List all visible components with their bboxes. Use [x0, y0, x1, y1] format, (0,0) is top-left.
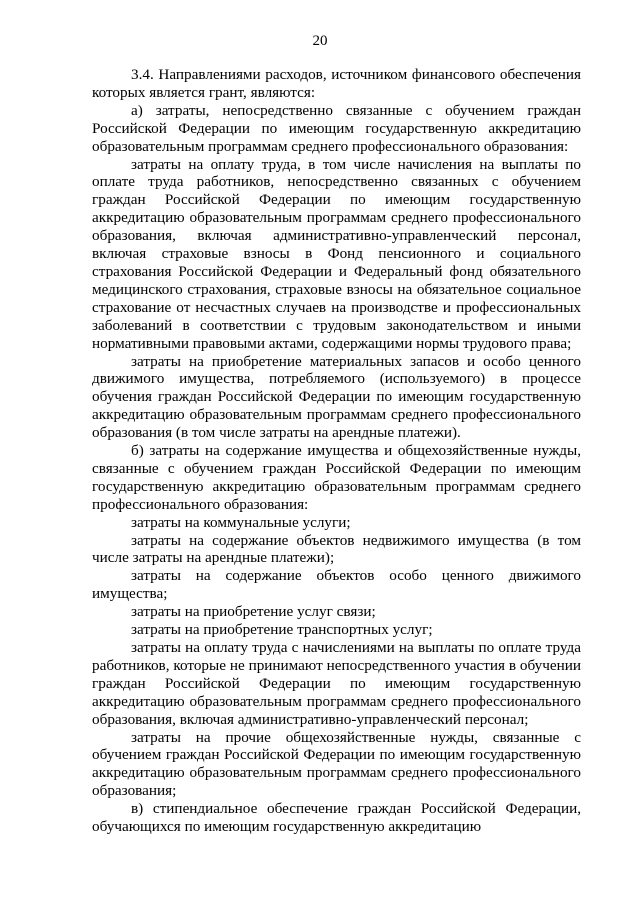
paragraph-other-needs: затраты на прочие общехозяйственные нужды, связанные с обучением граждан Российской Федерации по имеющим государственную аккредитацию образовательным программам среднего профессионального образования;	[92, 728, 581, 800]
paragraph-communication: затраты на приобретение услуг связи;	[131, 603, 376, 621]
paragraph-indirect-labor: затраты на оплату труда с начислениями на выплаты по оплате труда работников, которые не принимают непосредственного участия в обучении граждан Российской Федерации по имеющим государственную аккредитацию образовательным программам среднего профессионального образования, включая административно-управленческий персонал;	[92, 639, 581, 728]
document-body	[92, 66, 581, 836]
page-number: 20	[312, 33, 328, 49]
paragraph-transport: затраты на приобретение транспортных услуг;	[131, 621, 433, 639]
paragraph-utilities: затраты на коммунальные услуги;	[131, 513, 351, 531]
paragraph-3-4-intro: 3.4. Направлениями расходов, источником финансового обеспечения которых является грант, являются:	[92, 66, 581, 101]
paragraph-materials-costs: затраты на приобретение материальных запасов и особо ценного движимого имущества, потребляемого (используемого) в процессе обучения граждан Российской Федерации по имеющим государственную аккредитацию образовательным программам среднего профессионального образования (в том числе затраты на арендные платежи).	[92, 352, 581, 442]
paragraph-a-training-costs: а) затраты, непосредственно связанные с обучением граждан Российской Федерации по имеющим государственную аккредитацию образовательным программам среднего профессионального образования:	[92, 101, 581, 155]
paragraph-labor-costs: затраты на оплату труда, в том числе начисления на выплаты по оплате труда работников, непосредственно связанных с обучением граждан Российской Федерации по имеющим государственную аккредитацию образовательным программам среднего профессионального образования, включая административно-управленческий персонал, включая страховые взносы в Фонд пенсионного и социального страхования Российской Федерации и Федеральный фонд обязательного медицинского страхования, страховые взносы на обязательное социальное страхование от несчастных случаев на производстве и профессиональных заболеваний в соответствии с трудовым законодательством и иными нормативными правовыми актами, содержащими нормы трудового права;	[92, 155, 581, 352]
paragraph-real-estate: затраты на содержание объектов недвижимого имущества (в том числе затраты на арендные платежи);	[92, 531, 581, 567]
paragraph-c-scholarships: в) стипендиальное обеспечение граждан Российской Федерации, обучающихся по имеющим государственную аккредитацию	[92, 800, 581, 836]
paragraph-b-maintenance-costs: б) затраты на содержание имущества и общехозяйственные нужды, связанные с обучением граждан Российской Федерации по имеющим государственную аккредитацию образовательным программам среднего профессионального образования:	[92, 442, 581, 513]
paragraph-movable-property: затраты на содержание объектов особо ценного движимого имущества;	[92, 567, 581, 603]
